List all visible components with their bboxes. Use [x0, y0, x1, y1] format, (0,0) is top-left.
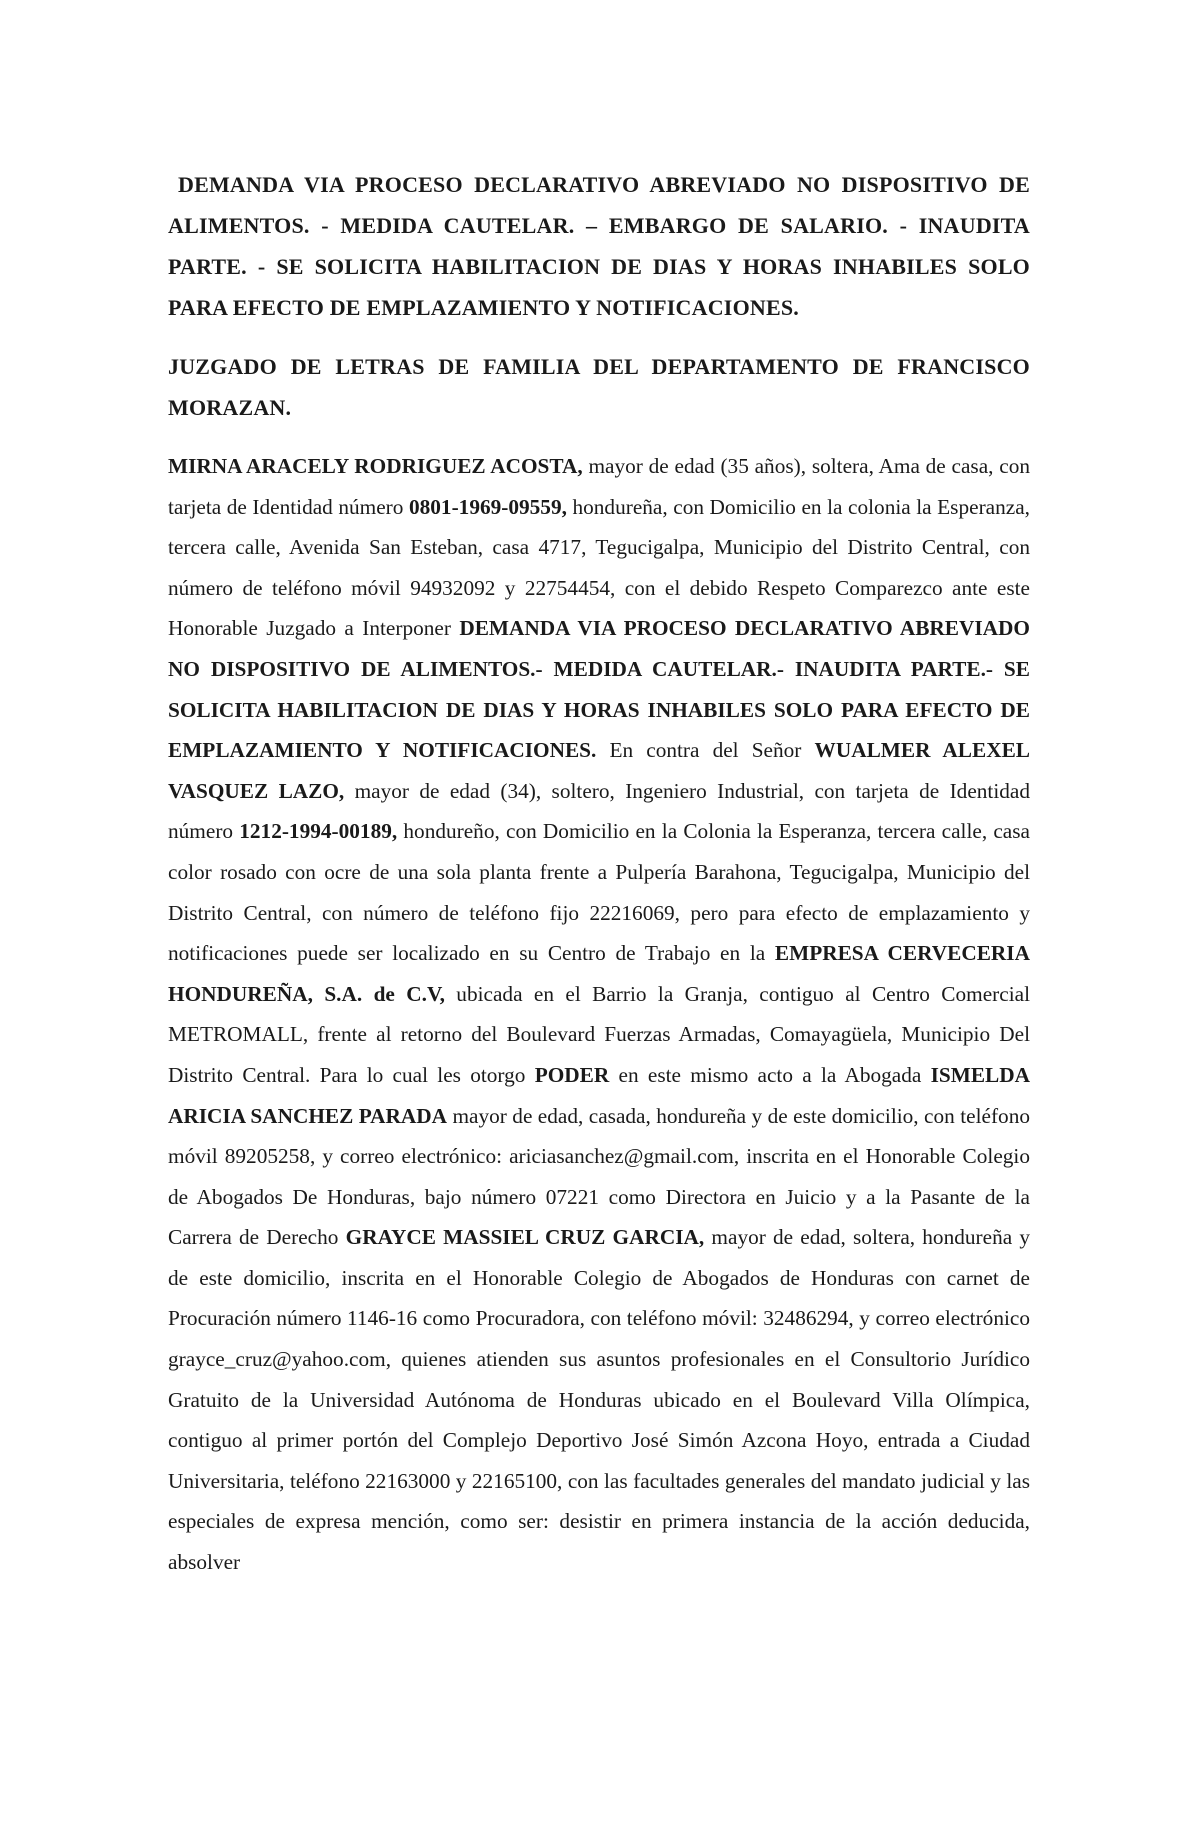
- company-name: EMPRESA CERVECERIA HONDUREÑA, S.A. de C.V,: [168, 941, 1030, 1006]
- document-title: [168, 164, 1030, 328]
- court-heading: JUZGADO DE LETRAS DE FAMILIA DEL DEPARTAMENTO DE FRANCISCO MORAZAN.: [168, 354, 1030, 420]
- body-text-4: mayor de edad (34), soltero, Ingeniero Industrial, con tarjeta de Identidad número: [168, 778, 1030, 844]
- intern-name: GRAYCE MASSIEL CRUZ GARCIA,: [345, 1225, 705, 1250]
- demand-title: DEMANDA VIA PROCESO DECLARATIVO ABREVIADO NO DISPOSITIVO DE ALIMENTOS.- MEDIDA CAUTELAR.- INAUDITA PARTE.- SE SOLICITA HABILITACION DE DIAS Y HORAS INHABILES SOLO PARA EFECTO DE EMPLAZAMIENTO Y NOTIFICACIONES.: [168, 616, 1030, 763]
- body-text-1: mayor de edad (35 años), soltera, Ama de casa, con tarjeta de Identidad número: [168, 454, 1030, 519]
- body-text-3: En contra del Señor: [596, 738, 815, 763]
- body-text-8: mayor de edad, casada, hondureña y de este domicilio, con teléfono móvil 89205258, y correo electrónico: ariciasanchez@gmail.com, inscrita en el Honorable Colegio de Abogados De Honduras, bajo número 07221 como Directora en Juicio y a la Pasante de la Carrera de Derecho: [168, 1103, 1030, 1250]
- power-term: PODER: [534, 1062, 610, 1087]
- defendant-id: 1212-1994-00189,: [239, 819, 398, 844]
- body-text-2: hondureña, con Domicilio en la colonia la Esperanza, tercera calle, Avenida San Esteban, casa 4717, Tegucigalpa, Municipio del Distrito Central, con número de teléfono móvil 94932092 y 22754454, con el debido Respeto Comparezco ante este Honorable Juzgado a Interponer: [168, 494, 1030, 641]
- body-text-7: en este mismo acto a la Abogada: [609, 1062, 931, 1087]
- body-paragraph: [168, 446, 1030, 1583]
- title-text: DEMANDA VIA PROCESO DECLARATIVO ABREVIADO NO DISPOSITIVO DE ALIMENTOS. - MEDIDA CAUTELAR. – EMBARGO DE SALARIO. - INAUDITA PARTE. - SE SOLICITA HABILITACION DE DIAS Y HORAS INHABILES SOLO PARA EFECTO DE EMPLAZAMIENTO Y NOTIFICACIONES.: [168, 172, 1030, 320]
- body-text-5: hondureño, con Domicilio en la Colonia la Esperanza, tercera calle, casa color rosado con ocre de una sola planta frente a Pulpería Barahona, Tegucigalpa, Municipio del Distrito Central, con número de teléfono fijo 22216069, pero para efecto de emplazamiento y notificaciones puede ser localizado en su Centro de Trabajo en la: [168, 819, 1030, 966]
- plaintiff-id: 0801-1969-09559,: [408, 494, 567, 519]
- document-content: [168, 164, 1030, 1583]
- body-text-9: mayor de edad, soltera, hondureña y de este domicilio, inscrita en el Honorable Colegio de Abogados de Honduras con carnet de Procuración número 1146-16 como Procuradora, con teléfono móvil: 32486294, y correo electrónico grayce_cruz@yahoo.com, quienes atienden sus asuntos profesionales en el Consultorio Jurídico Gratuito de la Universidad Autónoma de Honduras ubicado en el Boulevard Villa Olímpica, contiguo al primer portón del Complejo Deportivo José Simón Azcona Hoyo, entrada a Ciudad Universitaria, teléfono 22163000 y 22165100, con las facultades generales del mandato judicial y las especiales de expresa mención, como ser: desistir en primera instancia de la acción deducida, absolver: [168, 1225, 1031, 1575]
- lawyer-name: ISMELDA ARICIA SANCHEZ PARADA: [168, 1062, 1030, 1128]
- plaintiff-name: MIRNA ARACELY RODRIGUEZ ACOSTA,: [168, 454, 583, 478]
- defendant-name: WUALMER ALEXEL VASQUEZ LAZO,: [168, 738, 1030, 803]
- body-text-6: ubicada en el Barrio la Granja, contiguo al Centro Comercial METROMALL, frente al retorno del Boulevard Fuerzas Armadas, Comayagüela, Municipio Del Distrito Central. Para lo cual les otorgo: [168, 981, 1031, 1087]
